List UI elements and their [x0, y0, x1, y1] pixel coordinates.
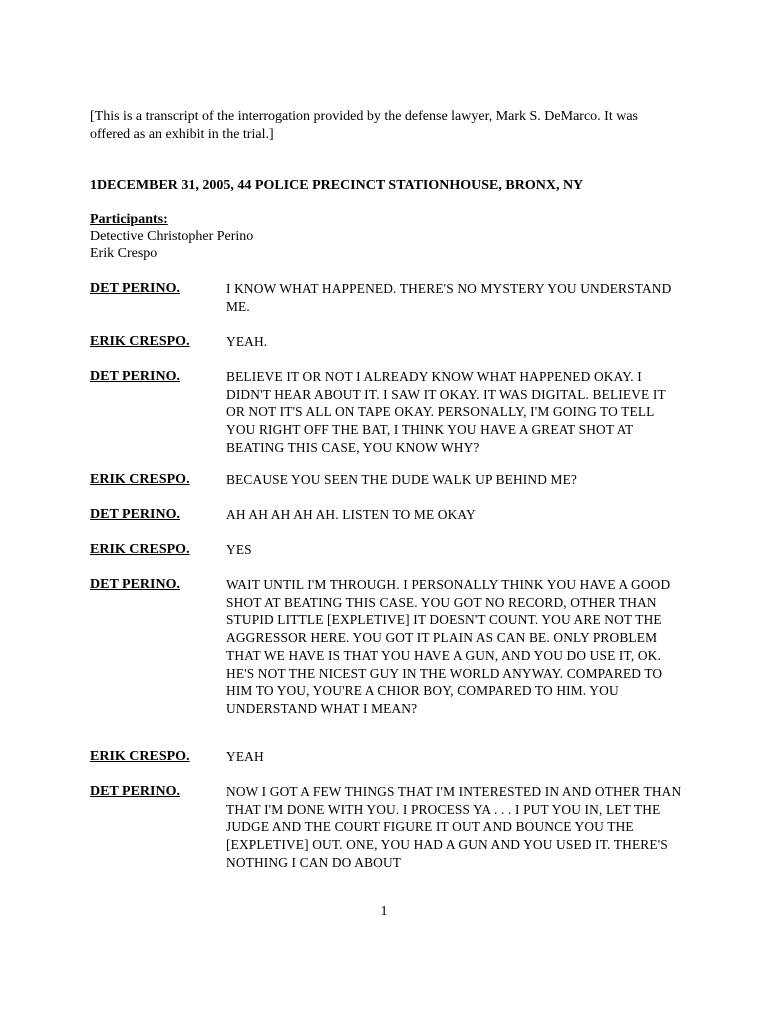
speech-text: NOW I GOT A FEW THINGS THAT I'M INTERESTED IN AND OTHER THAN THAT I'M DONE WITH YOU. I PROCESS YA . . . I PUT YOU IN, LET THE JUDGE AND THE COURT FIGURE IT OUT AND BOUNCE YOU THE [EXPLETIVE] OUT. ONE, YOU HAD A GUN AND YOU USED IT. THERE'S NOTHING I CAN DO ABOUT [226, 784, 682, 870]
speech-text: BELIEVE IT OR NOT I ALREADY KNOW WHAT HAPPENED OKAY. I DIDN'T HEAR ABOUT IT. I SAW IT OKAY. IT WAS DIGITAL. BELIEVE IT OR NOT IT'S ALL ON TAPE OKAY. PERSONALLY, I'M GOING TO TELL YOU RIGHT OFF THE BAT, I THINK YOU HAVE A GREAT SHOT AT BEATING THIS CASE, YOU KNOW WHY? [226, 369, 666, 455]
speech-text: AH AH AH AH AH. LISTEN TO ME OKAY [226, 507, 476, 522]
transcript-heading: 1DECEMBER 31, 2005, 44 POLICE PRECINCT STATIONHOUSE, BRONX, NY [90, 178, 584, 193]
participant-name: Detective Christopher Perino [90, 229, 254, 244]
speech-text: I KNOW WHAT HAPPENED. THERE'S NO MYSTERY YOU UNDERSTAND ME. [226, 281, 672, 314]
speaker-label: DET PERINO. [90, 507, 180, 522]
speaker-label: DET PERINO. [90, 281, 180, 296]
page-number: 1 [380, 904, 388, 919]
participants-block [90, 211, 490, 262]
speech-text: BECAUSE YOU SEEN THE DUDE WALK UP BEHIND ME? [226, 472, 578, 487]
speaker-label: DET PERINO. [90, 784, 180, 799]
speaker-label: ERIK CRESPO. [90, 472, 190, 487]
intro-note: [This is a transcript of the interrogation provided by the defense lawyer, Mark S. DeMarco. It was offered as an exhibit in the trial.] [90, 109, 638, 142]
speech-text: YES [226, 542, 252, 557]
speaker-label: DET PERINO. [90, 577, 180, 592]
speaker-label: DET PERINO. [90, 369, 180, 384]
speech-text: YEAH [226, 749, 264, 764]
speaker-label: ERIK CRESPO. [90, 334, 190, 349]
speech-text: WAIT UNTIL I'M THROUGH. I PERSONALLY THINK YOU HAVE A GOOD SHOT AT BEATING THIS CASE. YOU GOT NO RECORD, OTHER THAN STUPID LITTLE [EXPLETIVE] IT DOESN'T COUNT. YOU ARE NOT THE AGGRESSOR HERE. YOU GOT IT PLAIN AS CAN BE. ONLY PROBLEM THAT WE HAVE IS THAT YOU HAVE A GUN, AND YOU DO USE IT, OK. HE'S NOT THE NICEST GUY IN THE WORLD ANYWAY. COMPARED TO HIM TO YOU, YOU'RE A CHIOR BOY, COMPARED TO HIM. YOU UNDERSTAND WHAT I MEAN? [226, 577, 671, 716]
speech-text: YEAH. [226, 334, 268, 349]
speaker-label: ERIK CRESPO. [90, 749, 190, 764]
participant-name: Erik Crespo [90, 246, 158, 261]
speaker-label: ERIK CRESPO. [90, 542, 190, 557]
participants-title: Participants: [90, 212, 168, 227]
